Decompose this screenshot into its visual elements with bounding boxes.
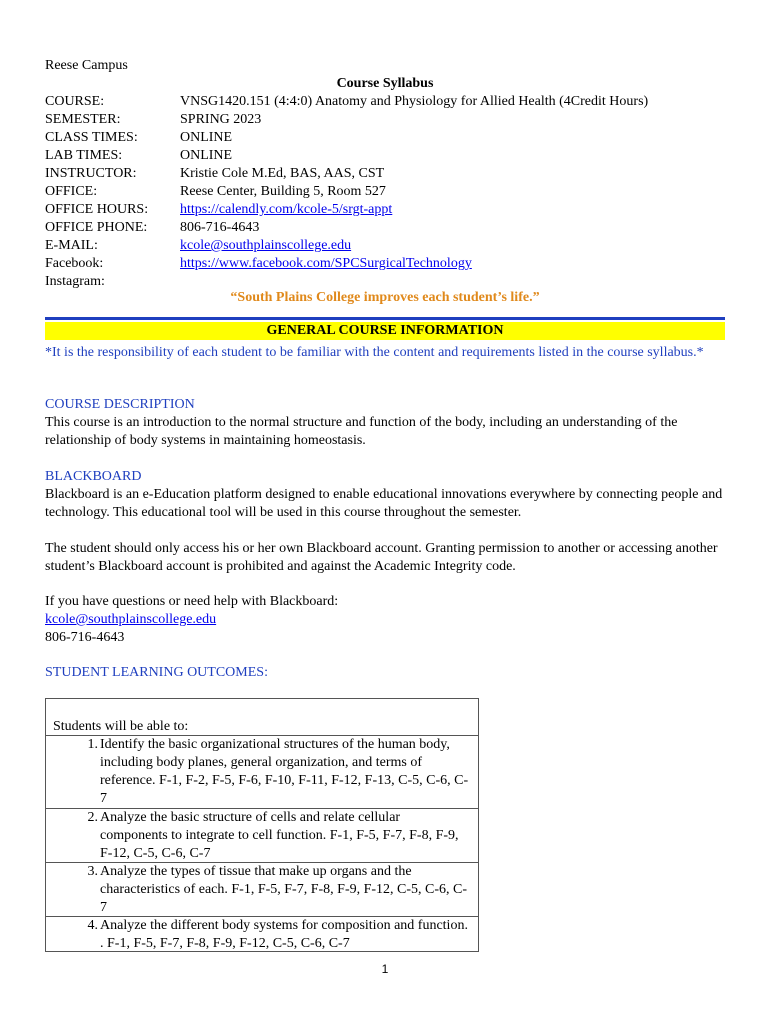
outcome-item bbox=[46, 736, 478, 808]
info-row-instructor bbox=[45, 165, 648, 183]
learning-outcomes-heading: STUDENT LEARNING OUTCOMES: bbox=[45, 665, 268, 680]
help-email-link[interactable]: kcole@southplainscollege.edu bbox=[45, 612, 217, 627]
info-row-office bbox=[45, 183, 648, 201]
info-label: OFFICE: bbox=[45, 184, 98, 199]
facebook-link[interactable]: https://www.facebook.com/SPCSurgicalTechnology bbox=[180, 256, 472, 271]
info-label: Instagram: bbox=[45, 274, 105, 289]
blackboard-paragraph: Blackboard is an e-Education platform designed to enable educational innovations everywhere by connecting people and technology. This educational tool will be used in this course throughout the semester. bbox=[45, 487, 723, 520]
info-value: ONLINE bbox=[180, 148, 233, 163]
info-row-email bbox=[45, 237, 648, 255]
info-row-office-phone bbox=[45, 219, 648, 237]
course-info-block bbox=[45, 93, 648, 291]
info-value: SPRING 2023 bbox=[180, 112, 262, 127]
info-value: VNSG1420.151 (4:4:0) Anatomy and Physiology for Allied Health (4Credit Hours) bbox=[180, 94, 649, 109]
info-row-lab-times bbox=[45, 147, 648, 165]
info-row-semester bbox=[45, 111, 648, 129]
info-value: Kristie Cole M.Ed, BAS, AAS, CST bbox=[180, 166, 385, 181]
info-row-course bbox=[45, 93, 648, 111]
page-number: 1 bbox=[381, 962, 389, 976]
blackboard-access-paragraph: The student should only access his or her own Blackboard account. Granting permission to another or accessing another student’s Blackboard account is prohibited and against the Academic Integrity code. bbox=[45, 541, 718, 574]
outcome-item bbox=[46, 863, 478, 917]
outcome-number: 2. bbox=[87, 810, 98, 825]
info-label: E-MAIL: bbox=[45, 238, 98, 253]
blackboard-help-email-row bbox=[45, 611, 735, 629]
info-row-class-times bbox=[45, 129, 648, 147]
outcome-text: Identify the basic organizational structures of the human body, including body planes, general organization, and terms of reference. F-1, F-2, F-5, F-6, F-10, F-11, F-12, F-13, C-5, C-6, C-7 bbox=[100, 737, 469, 806]
outcome-number: 4. bbox=[87, 918, 98, 933]
info-label: COURSE: bbox=[45, 94, 105, 109]
learning-outcomes-table bbox=[45, 698, 479, 952]
blackboard-heading: BLACKBOARD bbox=[45, 469, 142, 484]
outcome-text: Analyze the types of tissue that make up organs and the characteristics of each. F-1, F-5, F-7, F-8, F-9, F-12, C-5, C-6, C-7 bbox=[100, 864, 468, 915]
outcome-number: 1. bbox=[87, 737, 98, 752]
info-row-office-hours bbox=[45, 201, 648, 219]
general-info-heading: GENERAL COURSE INFORMATION bbox=[45, 322, 725, 340]
info-label: CLASS TIMES: bbox=[45, 130, 138, 145]
outcomes-intro: Students will be able to: bbox=[53, 719, 189, 734]
course-description-text: This course is an introduction to the normal structure and function of the body, including an understanding of the relationship of body systems in maintaining homeostasis. bbox=[45, 415, 678, 448]
info-label: SEMESTER: bbox=[45, 112, 121, 127]
email-link[interactable]: kcole@southplainscollege.edu bbox=[180, 238, 352, 253]
blackboard-help-phone: 806-716-4643 bbox=[45, 630, 125, 645]
info-label: INSTRUCTOR: bbox=[45, 166, 137, 181]
outcome-item bbox=[46, 917, 478, 953]
syllabus-title: Course Syllabus bbox=[336, 76, 434, 91]
blackboard-help-text: If you have questions or need help with Blackboard: bbox=[45, 594, 339, 609]
info-value: 806-716-4643 bbox=[180, 220, 260, 235]
campus-label: Reese Campus bbox=[45, 58, 128, 73]
section-divider bbox=[45, 317, 725, 320]
info-label: OFFICE PHONE: bbox=[45, 220, 148, 235]
info-value: ONLINE bbox=[180, 130, 233, 145]
college-motto: “South Plains College improves each student’s life.” bbox=[230, 290, 540, 305]
info-label: LAB TIMES: bbox=[45, 148, 123, 163]
info-label: OFFICE HOURS: bbox=[45, 202, 149, 217]
outcome-item bbox=[46, 809, 478, 863]
course-description-heading: COURSE DESCRIPTION bbox=[45, 397, 195, 412]
info-row-facebook bbox=[45, 255, 648, 273]
office-hours-link[interactable]: https://calendly.com/kcole-5/srgt-appt bbox=[180, 202, 393, 217]
responsibility-note: *It is the responsibility of each student to be familiar with the content and requirements listed in the course syllabus.* bbox=[45, 345, 704, 360]
info-label: Facebook: bbox=[45, 256, 104, 271]
outcome-text: Analyze the different body systems for composition and function. . F-1, F-5, F-7, F-8, F-9, F-12, C-5, C-6, C-7 bbox=[100, 918, 468, 951]
info-value: Reese Center, Building 5, Room 527 bbox=[180, 184, 386, 199]
outcome-text: Analyze the basic structure of cells and relate cellular components to integrate to cell function. F-1, F-5, F-7, F-8, F-9, F-12, C-5, C-6, C-7 bbox=[100, 810, 459, 861]
outcome-number: 3. bbox=[87, 864, 98, 879]
